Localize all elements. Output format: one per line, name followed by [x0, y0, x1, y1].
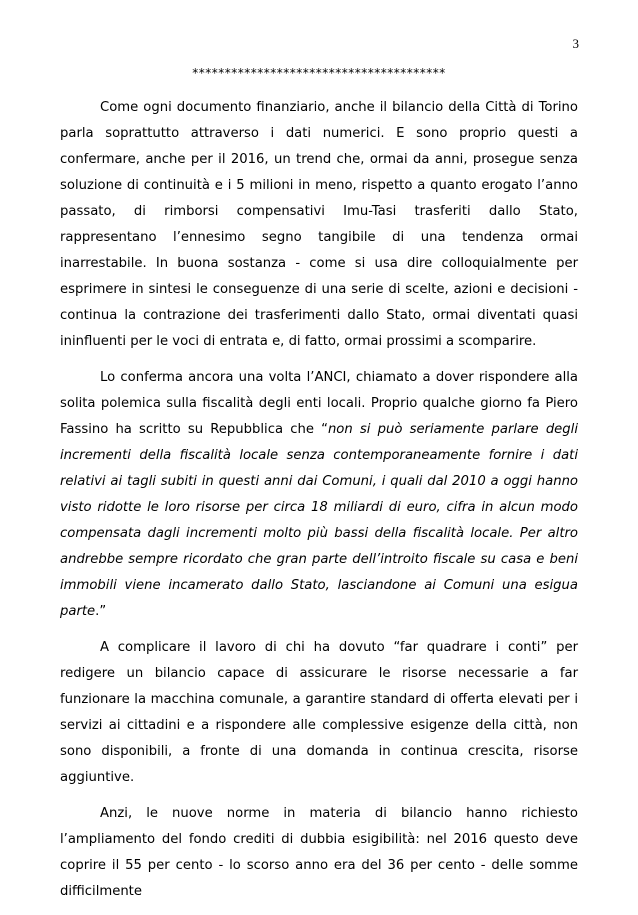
paragraph: [60, 95, 578, 355]
paragraph-text: A complicare il lavoro di chi ha dovuto “far quadrare i conti” per redigere un bilancio capace di assicurare le risorse necessarie a far funzionare la macchina comunale, a garantire standard di offerta elevati per i servizi ai cittadini e a rispondere alle complessive esigenze della città, non sono disponibili, a fronte di una domanda in continua crescita, risorse aggiuntive.: [60, 640, 578, 785]
paragraph-text: Lo conferma ancora una volta l’ANCI, chiamato a dover rispondere alla solita polemica sulla fiscalità degli enti locali. Proprio qualche giorno fa Piero Fassino ha scritto su Repubblica che “: [60, 370, 578, 437]
paragraph-text: Anzi, le nuove norme in materia di bilancio hanno richiesto l’ampliamento del fondo crediti di dubbia esigibilità: nel 2016 questo deve coprire il 55 per cento - lo scorso anno era del 36 per cento - delle somme difficilmente: [60, 806, 578, 899]
page-number: 3: [572, 36, 579, 51]
body-text: [60, 95, 578, 915]
paragraph: [60, 801, 578, 905]
paragraph-text: Come ogni documento finanziario, anche il bilancio della Città di Torino parla soprattutto attraverso i dati numerici. E sono proprio questi a confermare, anche per il 2016, un trend che, ormai da anni, prosegue senza soluzione di continuità e i 5 milioni in meno, rispetto a quanto erogato l’anno passato, di rimborsi compensativi Imu-Tasi trasferiti dallo Stato, rappresentano l’ennesimo segno tangibile di una tendenza ormai inarrestabile. In buona sostanza - come si usa dire colloquialmente per esprimere in sintesi le conseguenze di una serie di scelte, azioni e decisioni - continua la contrazione dei trasferimenti dallo Stato, ormai diventati quasi ininfluenti per le voci di entrata e, di fatto, ormai prossimi a scomparire.: [60, 100, 578, 349]
paragraph-text: .”: [95, 604, 107, 619]
italic-quote-text: non si può seriamente parlare degli incrementi della fiscalità locale senza contemporaneamente fornire i dati relativi ai tagli subiti in questi anni dai Comuni, i quali dal 2010 a oggi hanno visto ridotte le loro risorse per circa 18 miliardi di euro, cifra in alcun modo compensata dagli incrementi molto più bassi della fiscalità locale. Per altro andrebbe sempre ricordato che gran parte dell’introito fiscale su casa e beni immobili viene incamerato dallo Stato, lasciandone ai Comuni una esigua parte: [60, 422, 578, 619]
asterisk-separator: ***************************************: [192, 66, 446, 80]
paragraph: [60, 635, 578, 791]
paragraph: [60, 365, 578, 625]
